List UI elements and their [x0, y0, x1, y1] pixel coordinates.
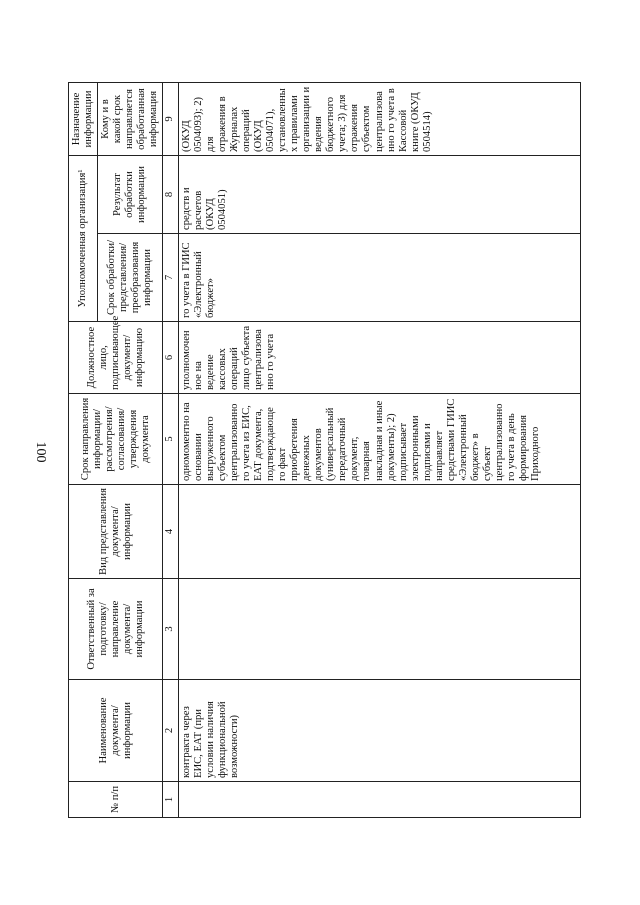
processing-result-cell: средств и расчетов (ОКУД 0504051)	[178, 156, 580, 234]
rotated-table-sheet	[68, 83, 578, 818]
column-number: 8	[163, 156, 178, 234]
responsible-cell	[178, 579, 580, 680]
column-number: 9	[163, 83, 178, 156]
column-number: 5	[163, 394, 178, 485]
column-number: 6	[163, 322, 178, 394]
document-name-cell: контракта через ЕИС, ЕАТ (при условии наличия функциональной возможности)	[178, 680, 580, 782]
header-processing-result: Результат обработки информации	[98, 156, 163, 234]
column-number: 1	[163, 782, 178, 818]
recipient-cell: (ОКУД 0504093); 2) для отражения в Журналах операций (ОКУД 0504071), установленных правилами организации и ведения бюджетного учета; 3) для отражения субъектом централизованно го учета в Кассовой книге (ОКУД 0504514)	[178, 83, 580, 156]
official-cell: уполномоченное на ведение кассовых операций лицо субъекта централизованно го учета	[178, 322, 580, 394]
row-number-cell	[178, 782, 580, 818]
page-number: 100	[33, 441, 48, 463]
header-deadline: Срок направления информации/ рассмотрения/ согласования/ утверждения документа	[69, 394, 163, 485]
header-authorized-org: Уполномоченная организация¹	[69, 156, 98, 322]
deadline-cell: одномоментно на основании выгруженного субъектом централизованно го учета из ЕИС, ЕАТ документа, подтверждающе го факт приобретения денежных документов (универсальный передаточный документ, товарная накладная и иные документы); 2) подписывает электронными подписями и направляет средствами ГИИС «Электронный бюджет» в субъект централизованно го учета в день формирования Приходного	[178, 394, 580, 485]
header-purpose: Назначение информации	[69, 83, 98, 156]
column-number: 4	[163, 485, 178, 579]
header-number: № п/п	[69, 782, 163, 818]
header-recipient: Кому и в какой срок направляется обработанная информация	[98, 83, 163, 156]
header-responsible: Ответственный за подготовку/ направление документа/ информации	[69, 579, 163, 680]
header-document-name: Наименование документа/ информации	[69, 680, 163, 782]
header-presentation-type: Вид представления документа/ информации	[69, 485, 163, 579]
column-number: 2	[163, 680, 178, 782]
header-official: Должностное лицо, подписывающее документ/ информацию	[69, 322, 163, 394]
column-number: 7	[163, 234, 178, 322]
column-number: 3	[163, 579, 178, 680]
document-table	[68, 82, 581, 818]
processing-deadline-cell: го учета в ГИИС «Электронный бюджет»	[178, 234, 580, 322]
header-processing-deadline: Срок обработки/ представления/ преобразования информации	[98, 234, 163, 322]
presentation-type-cell	[178, 485, 580, 579]
